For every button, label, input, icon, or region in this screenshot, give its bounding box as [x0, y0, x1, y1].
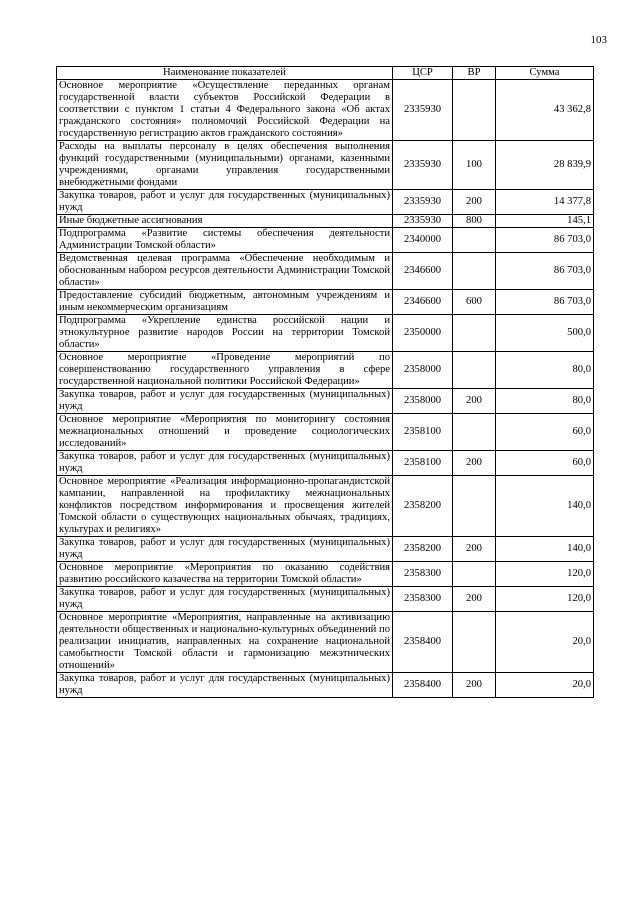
row-csr-cell: 2358300 [393, 587, 453, 612]
row-name-cell: Закупка товаров, работ и услуг для государственных (муниципальных) нужд [57, 673, 393, 698]
row-vr-cell [453, 476, 496, 537]
row-csr-cell: 2358200 [393, 476, 453, 537]
row-vr-cell: 200 [453, 587, 496, 612]
row-vr-cell [453, 80, 496, 141]
row-csr-cell: 2350000 [393, 315, 453, 352]
table-row [57, 290, 594, 315]
row-name-cell: Закупка товаров, работ и услуг для государственных (муниципальных) нужд [57, 451, 393, 476]
table-row [57, 352, 594, 389]
row-sum-cell: 80,0 [496, 352, 594, 389]
row-name-cell: Основное мероприятие «Осуществление переданных органам государственной власти субъектов Российской Федерации в соответствии с пунктом 1 статьи 4 Федерального закона «Об актах гражданского состояния» полномочий Российской Федерации на государственную регистрацию актов гражданского состояния» [57, 80, 393, 141]
row-sum-cell: 80,0 [496, 389, 594, 414]
row-csr-cell: 2335930 [393, 80, 453, 141]
row-csr-cell: 2335930 [393, 141, 453, 190]
row-name-cell: Расходы на выплаты персоналу в целях обеспечения выполнения функций государственными (муниципальными) органами, казенными учреждениями, органами управления государственными внебюджетными фондами [57, 141, 393, 190]
table-row [57, 141, 594, 190]
header-name: Наименование показателей [57, 67, 393, 80]
budget-table [56, 66, 594, 698]
row-name-cell: Закупка товаров, работ и услуг для государственных (муниципальных) нужд [57, 537, 393, 562]
row-name-cell: Закупка товаров, работ и услуг для государственных (муниципальных) нужд [57, 587, 393, 612]
table-row [57, 190, 594, 215]
header-csr: ЦСР [393, 67, 453, 80]
row-csr-cell: 2358400 [393, 673, 453, 698]
table-row [57, 414, 594, 451]
table-body [57, 80, 594, 698]
row-sum-cell: 20,0 [496, 673, 594, 698]
row-sum-cell: 140,0 [496, 476, 594, 537]
row-vr-cell: 200 [453, 451, 496, 476]
row-vr-cell: 600 [453, 290, 496, 315]
row-name-cell: Основное мероприятие «Реализация информационно-пропагандистской кампании, направленной на профилактику межнациональных конфликтов посредством информирования и просвещения жителей Томской области о существующих национальных обычаях, традициях, культурах и религиях» [57, 476, 393, 537]
row-vr-cell: 200 [453, 389, 496, 414]
row-sum-cell: 60,0 [496, 414, 594, 451]
row-sum-cell: 86 703,0 [496, 253, 594, 290]
row-csr-cell: 2346600 [393, 253, 453, 290]
table-row [57, 80, 594, 141]
row-sum-cell: 120,0 [496, 562, 594, 587]
row-csr-cell: 2340000 [393, 228, 453, 253]
row-sum-cell: 120,0 [496, 587, 594, 612]
row-sum-cell: 500,0 [496, 315, 594, 352]
row-csr-cell: 2358100 [393, 414, 453, 451]
table-row [57, 215, 594, 228]
table-row [57, 612, 594, 673]
row-vr-cell: 800 [453, 215, 496, 228]
row-csr-cell: 2335930 [393, 190, 453, 215]
row-csr-cell: 2358000 [393, 389, 453, 414]
table-row [57, 587, 594, 612]
table-row [57, 315, 594, 352]
row-csr-cell: 2358300 [393, 562, 453, 587]
row-sum-cell: 28 839,9 [496, 141, 594, 190]
table-row [57, 537, 594, 562]
row-name-cell: Подпрограмма «Укрепление единства российской нации и этнокультурное развитие народов России на территории Томской области» [57, 315, 393, 352]
row-sum-cell: 86 703,0 [496, 290, 594, 315]
row-vr-cell [453, 253, 496, 290]
row-csr-cell: 2358000 [393, 352, 453, 389]
page-number: 103 [590, 34, 607, 46]
row-name-cell: Подпрограмма «Развитие системы обеспечения деятельности Администрации Томской области» [57, 228, 393, 253]
row-vr-cell [453, 414, 496, 451]
row-sum-cell: 20,0 [496, 612, 594, 673]
row-sum-cell: 60,0 [496, 451, 594, 476]
row-name-cell: Основное мероприятие «Мероприятия по оказанию содействия развитию российского казачества на территории Томской области» [57, 562, 393, 587]
row-sum-cell: 43 362,8 [496, 80, 594, 141]
row-csr-cell: 2335930 [393, 215, 453, 228]
row-csr-cell: 2358100 [393, 451, 453, 476]
header-vr: ВР [453, 67, 496, 80]
row-name-cell: Иные бюджетные ассигнования [57, 215, 393, 228]
row-csr-cell: 2358400 [393, 612, 453, 673]
row-name-cell: Предоставление субсидий бюджетным, автономным учреждениям и иным некоммерческим организациям [57, 290, 393, 315]
row-vr-cell [453, 315, 496, 352]
row-vr-cell [453, 612, 496, 673]
table-row [57, 451, 594, 476]
row-vr-cell [453, 228, 496, 253]
row-name-cell: Закупка товаров, работ и услуг для государственных (муниципальных) нужд [57, 190, 393, 215]
table-row [57, 673, 594, 698]
row-sum-cell: 140,0 [496, 537, 594, 562]
row-csr-cell: 2346600 [393, 290, 453, 315]
table-row [57, 389, 594, 414]
table-header-row [57, 67, 594, 80]
row-sum-cell: 86 703,0 [496, 228, 594, 253]
row-vr-cell: 200 [453, 190, 496, 215]
table-row [57, 476, 594, 537]
row-name-cell: Основное мероприятие «Мероприятия по мониторингу состояния межнациональных отношений и проведение социологических исследований» [57, 414, 393, 451]
row-name-cell: Ведомственная целевая программа «Обеспечение необходимым и обоснованным набором ресурсов деятельности Администрации Томской области» [57, 253, 393, 290]
header-sum: Сумма [496, 67, 594, 80]
table-row [57, 562, 594, 587]
table-row [57, 228, 594, 253]
row-vr-cell: 100 [453, 141, 496, 190]
row-csr-cell: 2358200 [393, 537, 453, 562]
table-row [57, 253, 594, 290]
row-name-cell: Основное мероприятие «Мероприятия, направленные на активизацию деятельности общественных и национально-культурных объединений по реализации инициатив, направленных на сохранение национальной самобытности Томской области и гармонизацию межэтнических отношений» [57, 612, 393, 673]
row-vr-cell [453, 562, 496, 587]
row-vr-cell: 200 [453, 673, 496, 698]
row-vr-cell: 200 [453, 537, 496, 562]
row-sum-cell: 145,1 [496, 215, 594, 228]
row-name-cell: Основное мероприятие «Проведение мероприятий по совершенствованию государственного управления в сфере государственной национальной политики Российской Федерации» [57, 352, 393, 389]
row-vr-cell [453, 352, 496, 389]
row-sum-cell: 14 377,8 [496, 190, 594, 215]
row-name-cell: Закупка товаров, работ и услуг для государственных (муниципальных) нужд [57, 389, 393, 414]
